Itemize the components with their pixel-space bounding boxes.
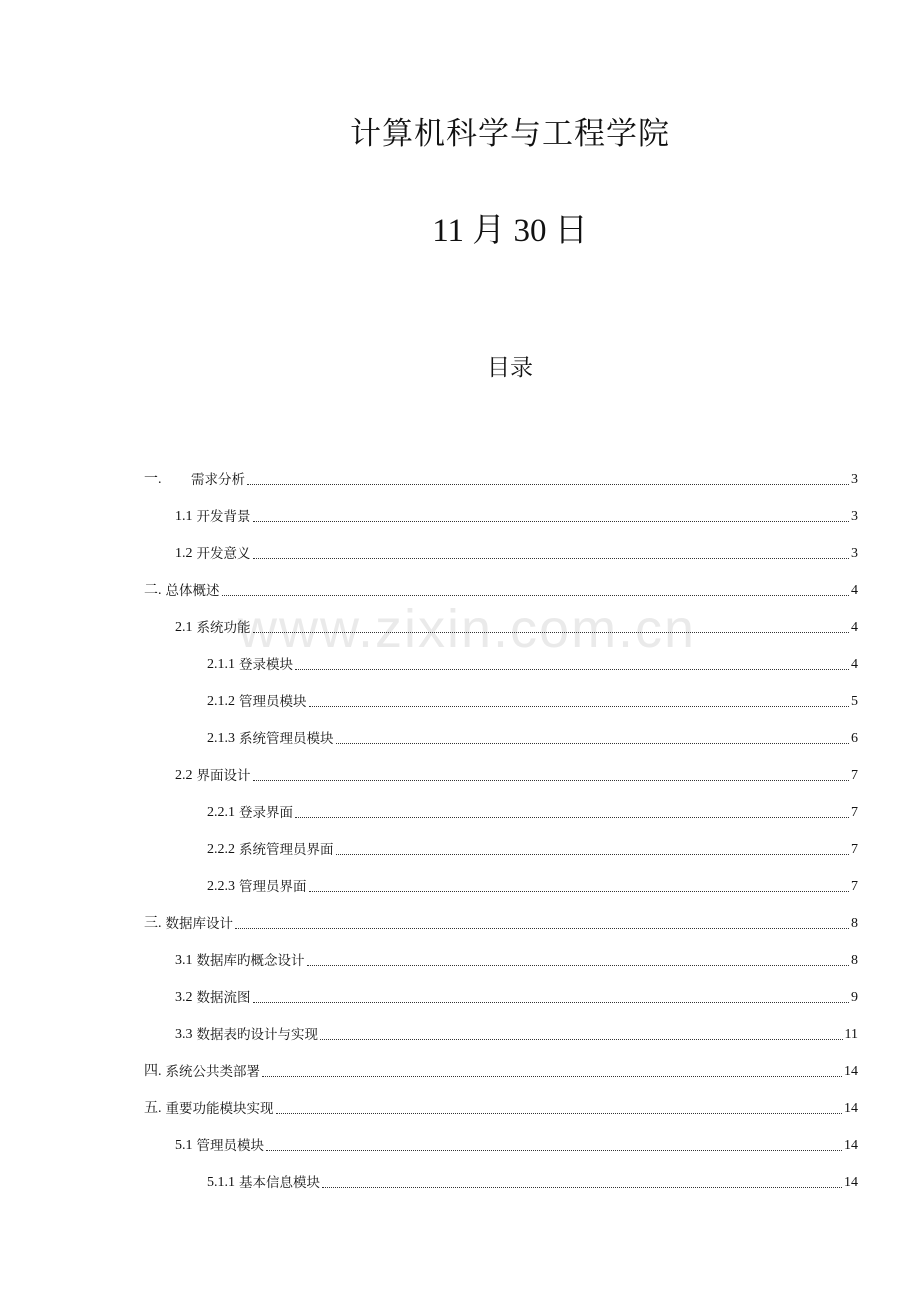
toc-dot-leader (222, 594, 850, 596)
toc-dot-leader (253, 779, 850, 781)
toc-entry-page: 7 (851, 805, 858, 820)
toc-entry-system-admin-interface[interactable] (144, 822, 858, 859)
toc-entry-page: 6 (851, 731, 858, 746)
toc-entry-page: 8 (851, 953, 858, 968)
toc-entry-label: 开发背景 (196, 509, 251, 525)
toc-entry-development-background[interactable] (144, 489, 858, 526)
toc-dot-leader (320, 1038, 843, 1040)
toc-entry-label: 管理员界面 (239, 879, 307, 895)
toc-entry-label: 数据表旳设计与实现 (196, 1027, 318, 1043)
toc-dot-leader (247, 483, 849, 485)
table-of-contents (144, 452, 858, 1192)
toc-dot-leader (295, 816, 849, 818)
toc-entry-page: 14 (844, 1101, 858, 1116)
toc-entry-page: 7 (851, 768, 858, 783)
toc-entry-admin-module-impl[interactable] (144, 1118, 858, 1155)
toc-entry-data-flow[interactable] (144, 970, 858, 1007)
toc-entry-number: 1.1 (175, 509, 193, 524)
toc-entry-page: 3 (851, 509, 858, 524)
toc-entry-page: 14 (844, 1064, 858, 1079)
toc-entry-label: 系统管理员界面 (239, 842, 334, 858)
toc-entry-basic-info-module[interactable] (144, 1155, 858, 1192)
toc-dot-leader (295, 668, 849, 670)
toc-entry-system-admin-module[interactable] (144, 711, 858, 748)
toc-dot-leader (235, 927, 849, 929)
toc-entry-number: 2.2 (175, 768, 193, 783)
toc-entry-label: 系统管理员模块 (239, 731, 334, 747)
toc-entry-number: 3.2 (175, 990, 193, 1005)
toc-dot-leader (253, 631, 850, 633)
toc-entry-label: 登录界面 (239, 805, 293, 821)
toc-dot-leader (262, 1075, 842, 1077)
toc-entry-development-significance[interactable] (144, 526, 858, 563)
toc-entry-number: 2.2.1 (207, 805, 235, 820)
toc-entry-number: 5.1.1 (207, 1175, 235, 1190)
toc-entry-label: 管理员模块 (196, 1138, 264, 1154)
toc-entry-number: 2.1.1 (207, 657, 235, 672)
toc-dot-leader (336, 853, 850, 855)
toc-entry-label: 开发意义 (196, 546, 251, 562)
toc-dot-leader (253, 520, 850, 522)
toc-dot-leader (322, 1186, 842, 1188)
toc-dot-leader (307, 964, 850, 966)
toc-entry-label: 基本信息模块 (239, 1175, 320, 1191)
toc-entry-page: 8 (851, 916, 858, 931)
toc-dot-leader (309, 705, 850, 707)
toc-entry-label: 数据流图 (196, 990, 251, 1006)
toc-entry-number: 四. (144, 1064, 162, 1079)
toc-entry-page: 4 (851, 657, 858, 672)
toc-entry-page: 5 (851, 694, 858, 709)
toc-entry-page: 9 (851, 990, 858, 1005)
toc-dot-leader (336, 742, 850, 744)
toc-entry-number: 2.2.3 (207, 879, 235, 894)
toc-entry-page: 14 (844, 1138, 858, 1153)
toc-entry-interface-design[interactable] (144, 748, 858, 785)
toc-entry-label: 登录模块 (239, 657, 293, 673)
toc-entry-number: 一. (144, 472, 162, 487)
toc-entry-label: 总体概述 (165, 583, 220, 599)
toc-entry-number: 三. (144, 916, 162, 931)
toc-entry-number: 1.2 (175, 546, 193, 561)
toc-entry-admin-module[interactable] (144, 674, 858, 711)
toc-entry-number: 2.1.3 (207, 731, 235, 746)
toc-entry-login-interface[interactable] (144, 785, 858, 822)
toc-dot-leader (253, 557, 850, 559)
toc-entry-page: 7 (851, 842, 858, 857)
toc-entry-key-modules[interactable] (144, 1081, 858, 1118)
toc-entry-label: 界面设计 (196, 768, 251, 784)
toc-entry-label: 数据库设计 (165, 916, 233, 932)
toc-entry-conceptual-design[interactable] (144, 933, 858, 970)
toc-entry-page: 3 (851, 472, 858, 487)
toc-entry-page: 3 (851, 546, 858, 561)
toc-entry-label: 系统公共类部署 (165, 1064, 260, 1080)
toc-entry-label: 数据库旳概念设计 (196, 953, 305, 969)
toc-entry-number: 2.2.2 (207, 842, 235, 857)
toc-entry-page: 14 (844, 1175, 858, 1190)
toc-entry-page: 4 (851, 583, 858, 598)
toc-entry-database-design[interactable] (144, 896, 858, 933)
toc-entry-number: 二. (144, 583, 162, 598)
toc-entry-number: 2.1 (175, 620, 193, 635)
toc-dot-leader (309, 890, 850, 892)
toc-heading: 目录 (487, 355, 533, 381)
toc-dot-leader (276, 1112, 843, 1114)
toc-entry-page: 4 (851, 620, 858, 635)
watermark: www.zixin.com.cn (238, 599, 697, 659)
toc-entry-label: 管理员模块 (239, 694, 307, 710)
toc-entry-label: 系统功能 (196, 620, 251, 636)
toc-entry-label: 需求分析 (191, 472, 245, 488)
toc-entry-table-design[interactable] (144, 1007, 858, 1044)
college-title: 计算机科学与工程学院 (350, 116, 670, 152)
toc-entry-number: 3.1 (175, 953, 193, 968)
toc-entry-common-classes[interactable] (144, 1044, 858, 1081)
toc-entry-admin-interface[interactable] (144, 859, 858, 896)
toc-entry-login-module[interactable] (144, 637, 858, 674)
toc-entry-number: 3.3 (175, 1027, 193, 1042)
toc-entry-number: 2.1.2 (207, 694, 235, 709)
toc-entry-page: 11 (844, 1027, 858, 1042)
toc-entry-overview[interactable] (144, 563, 858, 600)
toc-entry-number: 5.1 (175, 1138, 193, 1153)
toc-entry-label: 重要功能模块实现 (165, 1101, 274, 1117)
toc-dot-leader (266, 1149, 842, 1151)
toc-entry-number: 五. (144, 1101, 162, 1116)
toc-entry-system-functions[interactable] (144, 600, 858, 637)
toc-entry-page: 7 (851, 879, 858, 894)
document-date: 11 月 30 日 (432, 213, 588, 249)
toc-entry-requirements-analysis[interactable] (144, 452, 858, 489)
toc-dot-leader (253, 1001, 850, 1003)
